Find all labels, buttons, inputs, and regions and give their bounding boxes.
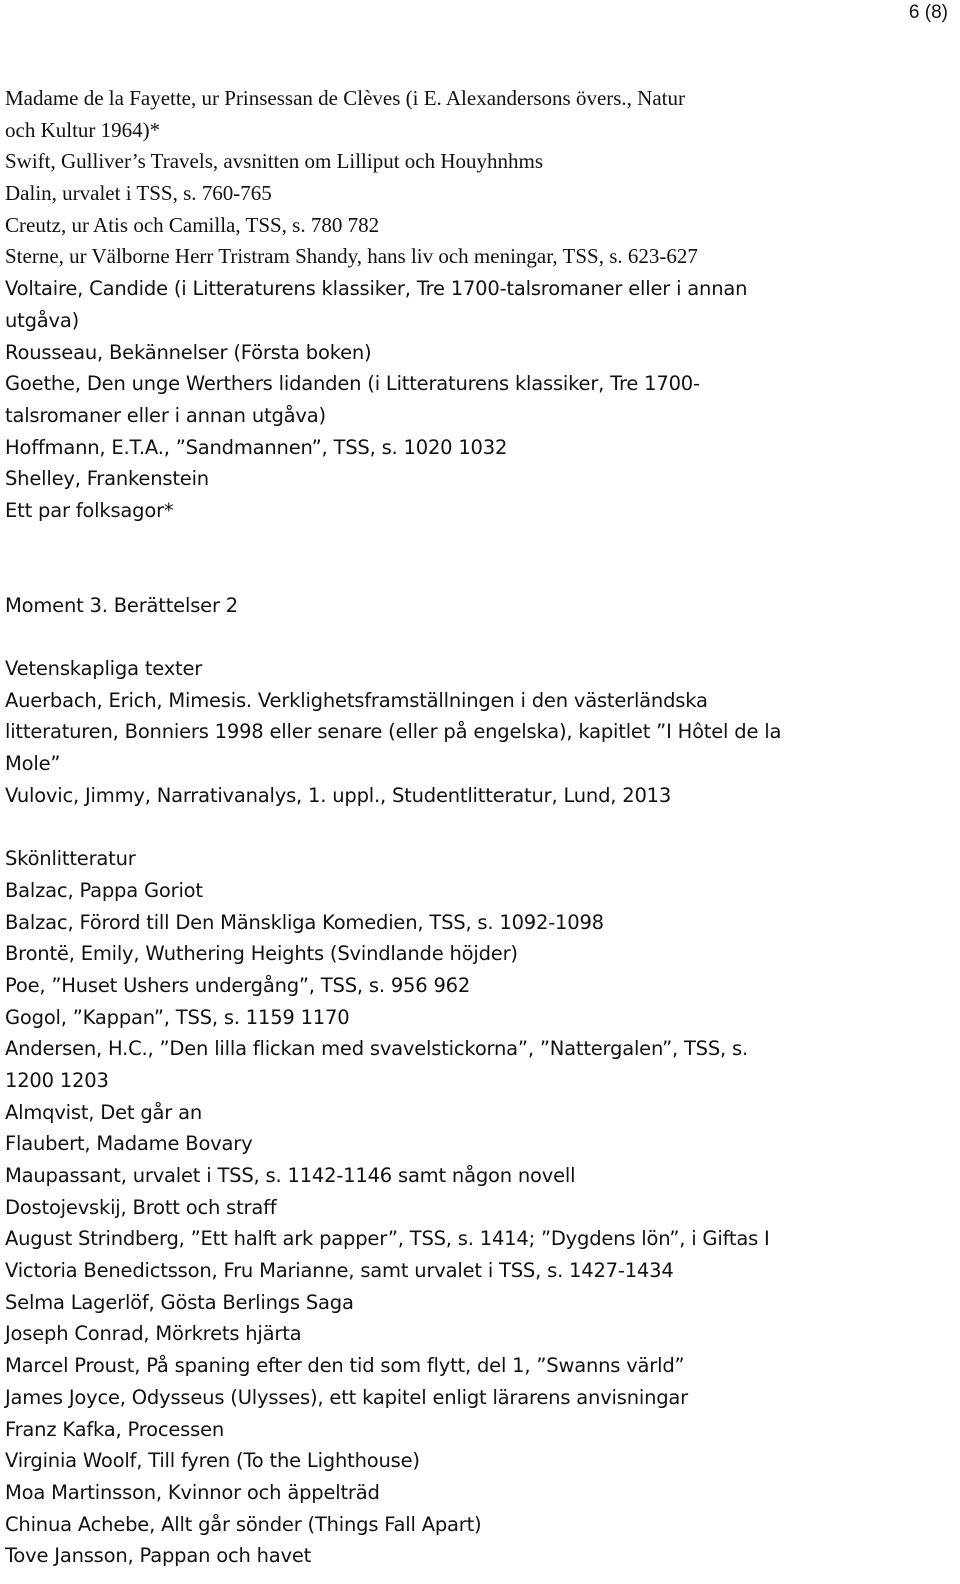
- list-item: Gogol, ”Kappan”, TSS, s. 1159 1170: [5, 1005, 350, 1029]
- list-item: Vulovic, Jimmy, Narrativanalys, 1. uppl., Studentlitteratur, Lund, 2013: [5, 783, 672, 807]
- list-item: Joseph Conrad, Mörkrets hjärta: [5, 1322, 302, 1346]
- list-item: 1200 1203: [5, 1068, 109, 1092]
- list-item: Ett par folksagor*: [5, 498, 174, 522]
- list-item: Franz Kafka, Processen: [5, 1417, 225, 1441]
- list-item: Tove Jansson, Pappan och havet: [5, 1544, 312, 1568]
- list-item: Dostojevskij, Brott och straff: [5, 1195, 277, 1219]
- list-item: Moa Martinsson, Kvinnor och äppelträd: [5, 1480, 380, 1504]
- spacer: [5, 527, 885, 590]
- list-item: och Kultur 1964)*: [5, 117, 161, 142]
- list-item: talsromaner eller i annan utgåva): [5, 403, 326, 427]
- list-item: Balzac, Förord till Den Mänskliga Komedien, TSS, s. 1092-1098: [5, 910, 604, 934]
- page-number: 6 (8): [908, 2, 948, 23]
- scientific-texts-section: [5, 653, 885, 811]
- fiction-section: [5, 843, 885, 1572]
- section-heading: Skönlitteratur: [5, 847, 136, 871]
- list-item: Rousseau, Bekännelser (Första boken): [5, 340, 372, 364]
- list-item: Shelley, Frankenstein: [5, 467, 209, 491]
- list-item: James Joyce, Odysseus (Ulysses), ett kapitel enligt lärarens anvisningar: [5, 1385, 689, 1409]
- list-item: Chinua Achebe, Allt går sönder (Things Fall Apart): [5, 1512, 482, 1536]
- moment-heading: Moment 3. Berättelser 2: [5, 593, 238, 617]
- list-item: Auerbach, Erich, Mimesis. Verklighetsframställningen i den västerländska: [5, 688, 708, 712]
- list-item: Madame de la Fayette, ur Prinsessan de Clèves (i E. Alexandersons övers., Natur: [5, 86, 685, 110]
- spacer: [5, 811, 885, 843]
- list-item: Creutz, ur Atis och Camilla, TSS, s. 780 782: [5, 212, 380, 237]
- list-item: Victoria Benedictsson, Fru Marianne, samt urvalet i TSS, s. 1427-1434: [5, 1259, 674, 1283]
- list-item: Flaubert, Madame Bovary: [5, 1132, 253, 1156]
- list-item: Goethe, Den unge Werthers lidanden (i Litteraturens klassiker, Tre 1700-: [5, 372, 700, 396]
- list-item: utgåva): [5, 308, 80, 332]
- list-item: Sterne, ur Välborne Herr Tristram Shandy, hans liv och meningar, TSS, s. 623-627: [5, 244, 698, 269]
- list-item: Virginia Woolf, Till fyren (To the Lighthouse): [5, 1449, 420, 1473]
- list-item: Brontë, Emily, Wuthering Heights (Svindlande höjder): [5, 942, 518, 966]
- list-item: Poe, ”Huset Ushers undergång”, TSS, s. 956 962: [5, 973, 471, 997]
- list-item: Almqvist, Det går an: [5, 1100, 202, 1124]
- list-item: Selma Lagerlöf, Gösta Berlings Saga: [5, 1290, 354, 1314]
- list-item: Mole”: [5, 752, 61, 776]
- reading-list-block-1: [5, 83, 885, 527]
- list-item: Swift, Gulliver’s Travels, avsnitten om Lilliput och Houyhnhms: [5, 149, 544, 174]
- list-item: Maupassant, urvalet i TSS, s. 1142-1146 samt någon novell: [5, 1164, 576, 1187]
- list-item: Balzac, Pappa Goriot: [5, 878, 203, 902]
- list-item: litteraturen, Bonniers 1998 eller senare (eller på engelska), kapitlet ”I Hôtel de la: [5, 720, 782, 744]
- list-item: Dalin, urvalet i TSS, s. 760-765: [5, 181, 272, 206]
- document-body: [5, 83, 885, 1572]
- list-item: Andersen, H.C., ”Den lilla flickan med svavelstickorna”, ”Nattergalen”, TSS, s.: [5, 1037, 748, 1061]
- list-item: August Strindberg, ”Ett halft ark papper”, TSS, s. 1414; ”Dygdens lön”, i Giftas I: [5, 1227, 770, 1251]
- list-item: Voltaire, Candide (i Litteraturens klassiker, Tre 1700-talsromaner eller i annan: [5, 277, 748, 301]
- section-heading: Vetenskapliga texter: [5, 657, 203, 680]
- spacer: [5, 621, 885, 653]
- list-item: Marcel Proust, På spaning efter den tid som flytt, del 1, ”Swanns värld”: [5, 1354, 685, 1378]
- list-item: Hoffmann, E.T.A., ”Sandmannen”, TSS, s. 1020 1032: [5, 435, 508, 459]
